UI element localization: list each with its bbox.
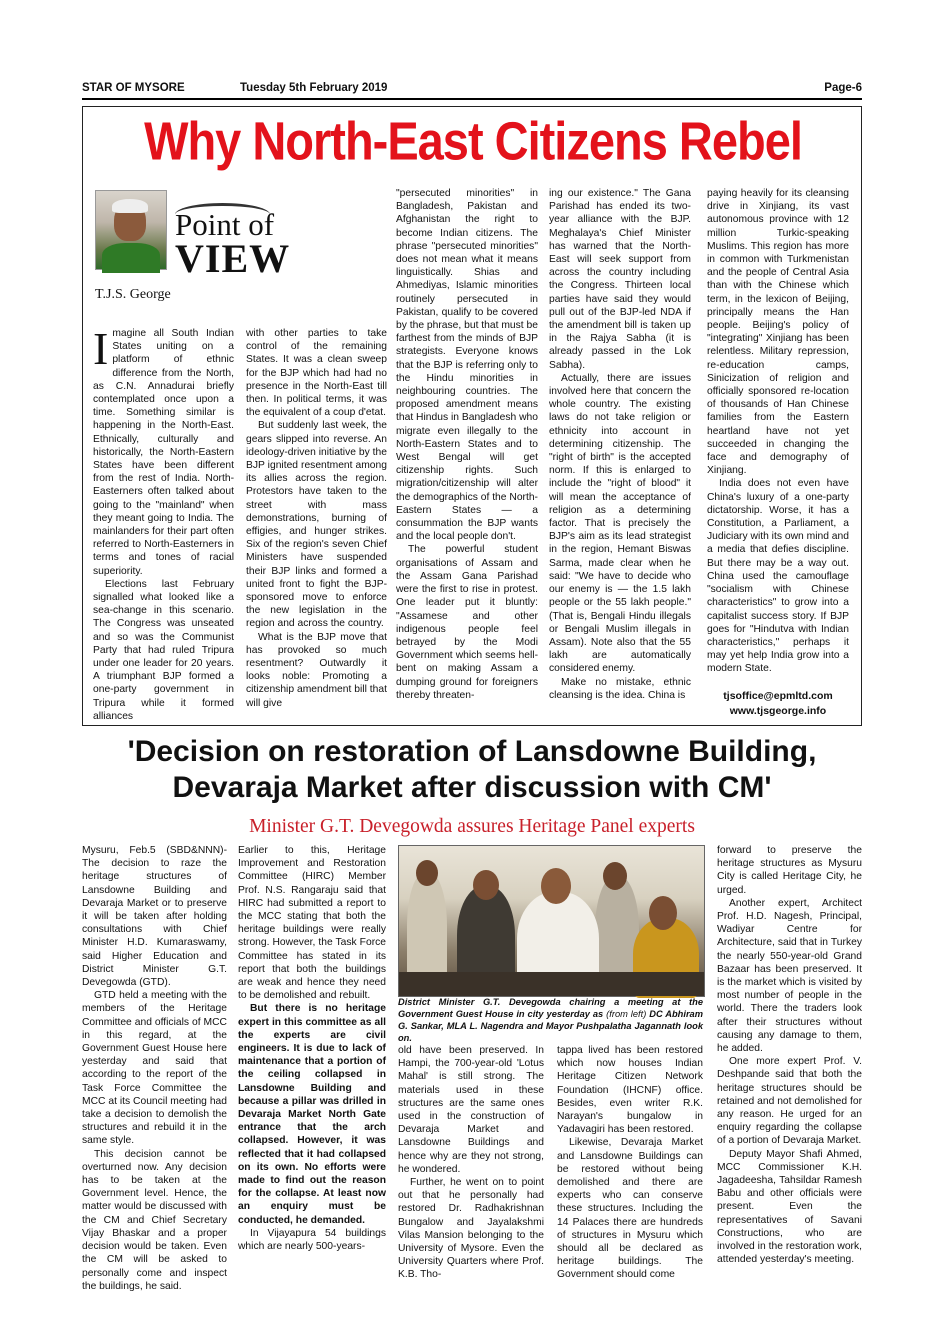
issue-date: Tuesday 5th February 2019 bbox=[240, 82, 388, 94]
paragraph-bold: But there is no heritage expert in this committee as all the experts are civil engineers. It is due to lack of maintenance that a portion of the ceiling collapsed in Lansdowne Building and because a pillar was drilled in Devaraja Market North Gate entrance that the arch collapsed. However, it was reflected that it had collapsed on its own. No efforts were made to find out the reason for the collapse. At least now an enquiry must be conducted, he demanded. bbox=[238, 1003, 386, 1226]
paragraph: Mysuru, Feb.5 (SBD&NNN)- The decision to raze the heritage structures of Lansdowne Building and Devaraja Market or to preserve it will be taken after holding consultations with Chief Minister H.D. Kumaraswamy, said Higher Education and District Minister G.T. Devegowda (GTD). bbox=[82, 845, 227, 989]
masthead bbox=[82, 82, 862, 100]
paragraph: Another expert, Architect Prof. H.D. Nagesh, Principal, Wadiyar Centre for Architecture, said that in Turkey the nearly 550-year-old Grand Bazaar has been preserved. It is the market which is visited by most number of people in the world. There the traders look after their structures without causing any damage to them, he added. bbox=[717, 897, 862, 1055]
paragraph: What is the BJP move that has provoked so much resentment? Outwardly it looks noble: Promoting a citizenship amendment bill that will give bbox=[246, 631, 387, 709]
author-email[interactable]: tjsoffice@epmltd.com bbox=[723, 690, 833, 702]
news-headline bbox=[82, 734, 862, 806]
paragraph: ing our existence." The Gana Parishad has ended its two-year alliance with the BJP. Meghalaya's Chief Minister has warned that the North-East will seek support from across the country including the Congress. Thirteen local parties have said they would pull out of the BJP-led NDA if the amendment bill is taken up in the Rajya Sabha (it is already passed in the Lok Sabha). bbox=[549, 188, 691, 371]
paragraph: tappa lived has been restored which now houses Indian Heritage Citizen Network Foundation (IHCNF) office. Besides, even writer R.K. Narayan's bungalow in Yadavagiri has been restored. bbox=[557, 1045, 703, 1136]
drop-cap: I bbox=[93, 323, 109, 374]
author-contact bbox=[707, 689, 849, 719]
author-byline: T.J.S. George bbox=[95, 287, 171, 302]
paragraph: Further, he went on to point out that he personally had restored Dr. Radhakrishnan Bungalow and Jayalakshmi Vilas Mansion belonging to the University of Mysore. Even the University Quarters where Prof. K.B. Tho- bbox=[398, 1177, 544, 1281]
paragraph: forward to preserve the heritage structures as Mysuru City is called Heritage City, he urged. bbox=[717, 845, 862, 896]
meeting-photo bbox=[398, 845, 705, 997]
news-subheadline: Minister G.T. Devegowda assures Heritage Panel experts bbox=[249, 816, 695, 837]
paragraph: Imagine all South Indian States uniting on a platform of ethnic difference from the North, as C.N. Annadurai briefly contemplated once upon a time. Something similar is happening in the North-East. Ethnically, culturally and historically, the North-Eastern States have been different from the rest of India. North-Easterners often talked about going to the "mainland" when they meant going to India. The mainlanders for their part often referred to North-Easterners in terms and tones of racial superiority. bbox=[93, 323, 234, 577]
news-column-3 bbox=[398, 1044, 544, 1281]
paragraph: In Vijayapura 54 buildings which are nearly 500-years- bbox=[238, 1227, 386, 1253]
logo-line-2: VIEW bbox=[175, 236, 291, 281]
paragraph: with other parties to take control of the remaining States. It was a clean sweep for the BJP which had had no presence in the North-East till then. In political terms, it was the equivalent of a coup d'etat. bbox=[246, 328, 387, 419]
news-column-1 bbox=[82, 844, 227, 1292]
paragraph: paying heavily for its cleansing drive in Xinjiang, its vast autonomous province with 12 million Turkic-speaking Muslims. This region has more in common with Turkmenistan and the people of Central Asia than with the Chinese which term, in the lexicon of Beijing, principally means the Han people. Beijing's policy of "integrating" Xinjiang has been relentless. Military repression, re-education camps, Sinicization of religion and officially sponsored re-location of thousands of Han Chinese families from the Eastern heartland have not yet succeeded in changing the face and demography of Xinjiang. bbox=[707, 188, 849, 477]
paragraph: One more expert Prof. V. Deshpande said that both the heritage structures should be retained and not demolished for any reason. He urged for an enquiry regarding the collapse of a portion of Devaraja Market. bbox=[717, 1056, 862, 1147]
paragraph: The powerful student organisations of Assam and the Assam Gana Parishad were the first to rise in protest. One leader put it bluntly: "Assamese and other indigenous people feel betrayed by the Modi Government which seems hell-bent on making Assam a dumping ground for foreigners thereby threaten- bbox=[396, 544, 538, 701]
column-article-box bbox=[82, 106, 862, 726]
column-text-1 bbox=[93, 323, 234, 722]
news-column-2 bbox=[238, 844, 386, 1264]
column-text-2 bbox=[246, 327, 387, 717]
news-column-4 bbox=[557, 1044, 703, 1281]
logo-line-1: Point of bbox=[175, 207, 275, 242]
point-of-view-logo bbox=[175, 207, 291, 281]
paragraph: Deputy Mayor Shafi Ahmed, MCC Commissioner K.H. Jagadeesha, Tahsildar Ramesh Babu and other officials were present. Even the representatives of Savani Constructions, who are involved in the restoration work, attended yesterday's meeting. bbox=[717, 1148, 862, 1266]
author-website[interactable]: www.tjsgeorge.info bbox=[729, 705, 827, 717]
news-column-5 bbox=[717, 844, 862, 1266]
column-headline: Why North-East Citizens Rebel bbox=[144, 109, 802, 171]
paragraph: Actually, there are issues involved here that concern the whole country. The existing laws do not take religion or ethnicity into account in determining citizenship. The "right of birth" is the accepted norm. If this is enlarged to include the "right of blood" it will mean the acceptance of religion as a determining factor. That is precisely the BJP's aim as its lead strategist in the region, Hemant Biswas Sarma, made clear when he said: "We have to decide who our enemy is — the 1.5 lakh people or the 55 lakh people." (That is, Bengali Hindu illegals or Bengali Muslim illegals in Assam). Note also that the 55 lakh are automatically considered enemy. bbox=[549, 372, 691, 675]
paragraph: old have been preserved. In Hampi, the 700-year-old 'Lotus Mahal' is still strong. The materials used in these structures are the same ones used in the construction of Devaraja Market and Lansdowne Buildings and hence why are they not strong, he wondered. bbox=[398, 1045, 544, 1175]
paragraph: Likewise, Devaraja Market and Lansdowne Buildings can be restored without being demolished and there are experts who can conserve these structures. Including the 14 Palaces there are hundreds of structures in Mysuru which should all be declared as heritage buildings. The Government should come bbox=[557, 1137, 703, 1281]
column-text-3 bbox=[396, 187, 538, 717]
page-number: Page-6 bbox=[824, 82, 862, 94]
photo-caption: District Minister G.T. Devegowda chairing a meeting at the Government Guest House in city yesterday as (from left) DC Abhiram G. Sankar, MLA L. Nagendra and Mayor Pushpalatha Jagannath look on. bbox=[398, 997, 703, 1043]
publication-name: STAR OF MYSORE bbox=[82, 82, 185, 94]
paragraph: But suddenly last week, the gears slipped into reverse. An ideology-driven initiative by the BJP ignited resentment among its allies across the region. Protestors have taken to the street with mass demonstrations, burning of effigies, and hunger strikes. Six of the region's seven Chief Ministers have suspended their BJP links and formed a united front to fight the BJP-sponsored move to enforce the new legislation in the region and across the country. bbox=[246, 420, 387, 630]
paragraph: Make no mistake, ethnic cleansing is the idea. China is bbox=[549, 676, 691, 701]
column-text-5 bbox=[707, 187, 849, 679]
paragraph: Elections last February signalled what looked like a sea-change in this scenario. The Congress was unseated and so was the Communist Party that had ruled Tripura under one leader for 20 years. A triumphant BJP formed a one-party government in Tripura while it formed alliances bbox=[93, 578, 234, 722]
author-portrait bbox=[95, 190, 167, 270]
paragraph: Earlier to this, Heritage Improvement and Restoration Committee (HIRC) Member Prof. N.S. Rangaraju said that HIRC had submitted a report to the MCC stating that both the heritage buildings were really strong. However, the Task Force Committee has stated in its report that both the buildings are weak and hence they need to be demolished and rebuilt. bbox=[238, 845, 386, 1002]
paragraph: "persecuted minorities" in Bangladesh, Pakistan and Afghanistan the right to become Indian citizens. The phrase "persecuted minorities" does not mean what it means linguistically. Shias and Ahmediyas, Islamic minorities routinely persecuted in Pakistan, qualify to be covered by the phrase, but that must be farthest from the minds of BJP strategists. Everyone knows that the BJP is referring only to the Hindu minorities in neighbouring countries. The proposed amendment means that Hindus in Bangladesh who migrate even illegally to the North-Eastern States and to West Bengal will get citizenship rights. Such migration/citizenship will alter the demographics of the North-Eastern States — a consummation the BJP wants and the local people don't. bbox=[396, 188, 538, 543]
column-text-4 bbox=[549, 187, 691, 717]
headline-line-1: 'Decision on restoration of Lansdowne Building, bbox=[127, 735, 817, 768]
paragraph: India does not even have China's luxury of a one-party dictatorship. Worse, it has a Constitution, a Parliament, a Judiciary with its own mind and a media that defies discipline. But there may be a way out. China used the camouflage "socialism with Chinese characteristics" to grow into a capitalist success story. If BJP goes for "Hindutva with Indian characteristics," perhaps it may yet help India grow into a modern State. bbox=[707, 478, 849, 675]
paragraph: This decision cannot be overturned now. Any decision has to be taken at the Government level. Hence, the matter would be discussed with the CM and Chief Secretary Vijay Bhaskar and a proper decision would be taken. Even the CM will be asked to personally come and inspect the buildings, he said. bbox=[82, 1148, 227, 1292]
paragraph: GTD held a meeting with the members of the Heritage Committee and officials of MCC in this regard, at the Government Guest House here yesterday and said that according to the report of the Task Force Committee the MCC at its Council meeting had take a decision to demolish the structures and rebuild it in the same style. bbox=[82, 990, 227, 1147]
headline-line-2: Devaraja Market after discussion with CM' bbox=[172, 771, 772, 804]
